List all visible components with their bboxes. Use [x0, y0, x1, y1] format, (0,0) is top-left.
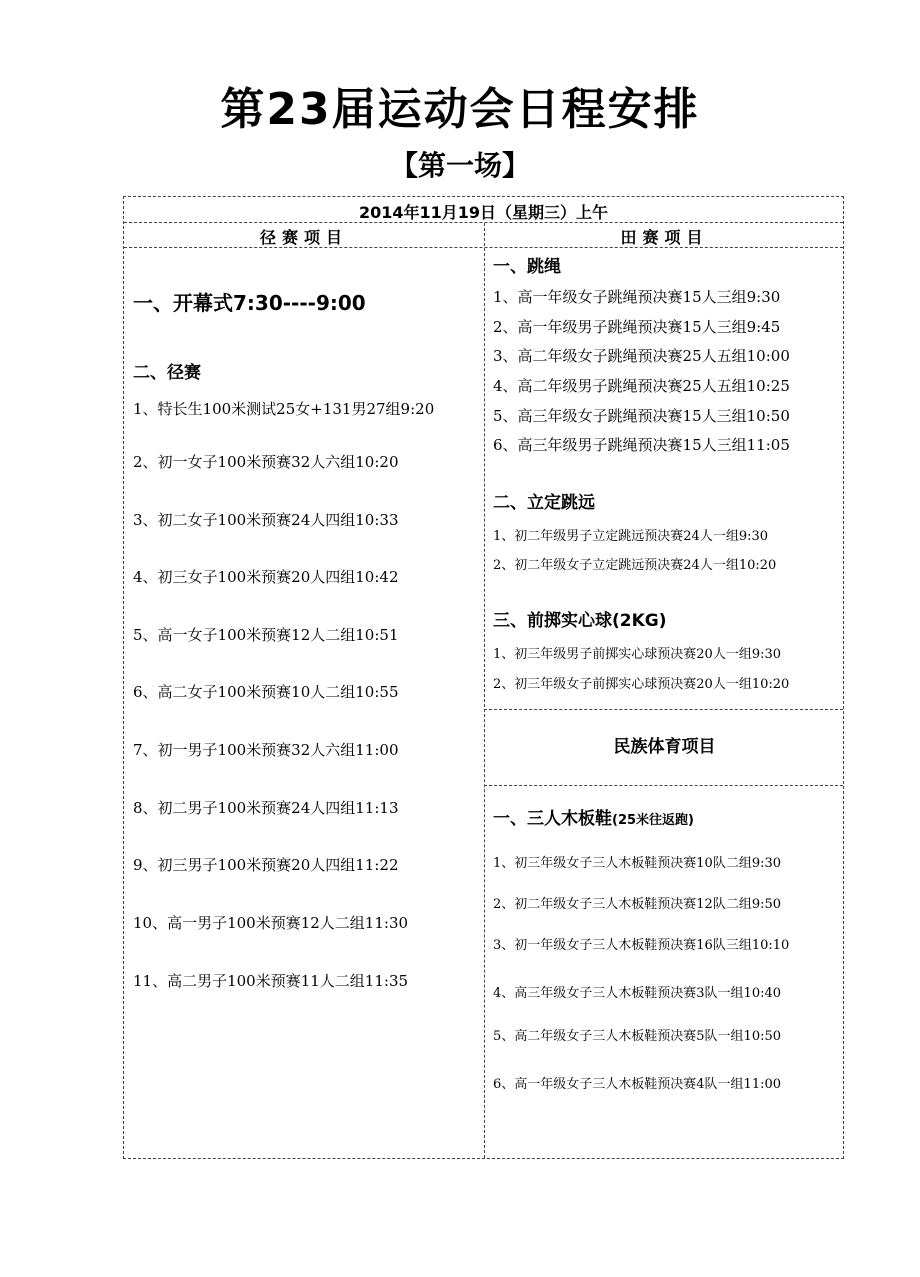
field-item: 1、初二年级男子立定跳远预决赛24人一组9:30 — [493, 529, 769, 544]
ethnic-item: 4、高三年级女子三人木板鞋预决赛3队一组10:40 — [493, 986, 782, 1001]
track-item: 1、特长生100米测试25女+131男27组9:20 — [133, 400, 435, 418]
track-item: 10、高一男子100米预赛12人二组11:30 — [133, 914, 409, 932]
track-item: 9、初三男子100米预赛20人四组11:22 — [133, 856, 399, 874]
ethnic-section-name: 一、三人木板鞋 — [493, 809, 612, 829]
ethnic-item: 6、高一年级女子三人木板鞋预决赛4队一组11:00 — [493, 1077, 782, 1092]
track-item: 5、高一女子100米预赛12人二组10:51 — [133, 626, 399, 644]
ethnic-item: 5、高二年级女子三人木板鞋预决赛5队一组10:50 — [493, 1029, 782, 1044]
ethnic-item: 2、初二年级女子三人木板鞋预决赛12队二组9:50 — [493, 897, 782, 912]
field-item: 1、初三年级男子前掷实心球预决赛20人一组9:30 — [493, 647, 782, 662]
opening-ceremony: 一、开幕式7:30----9:00 — [133, 291, 366, 315]
ethnic-header: 民族体育项目 — [613, 737, 716, 757]
track-item: 2、初一女子100米预赛32人六组10:20 — [133, 453, 399, 471]
field-section-title: 二、立定跳远 — [493, 493, 595, 513]
field-item: 6、高三年级男子跳绳预决赛15人三组11:05 — [493, 436, 790, 454]
field-item: 2、初二年级女子立定跳远预决赛24人一组10:20 — [493, 558, 777, 573]
column-divider — [484, 223, 485, 1158]
track-item: 3、初二女子100米预赛24人四组10:33 — [133, 511, 399, 529]
track-column-header: 径赛项目 — [259, 228, 348, 247]
field-item: 4、高二年级男子跳绳预决赛25人五组10:25 — [493, 377, 790, 395]
field-item: 5、高三年级女子跳绳预决赛15人三组10:50 — [493, 407, 790, 425]
field-section-title: 一、跳绳 — [493, 257, 561, 277]
track-section-title: 二、径赛 — [133, 363, 201, 383]
track-item: 6、高二女子100米预赛10人二组10:55 — [133, 683, 399, 701]
track-item: 4、初三女子100米预赛20人四组10:42 — [133, 568, 399, 586]
track-item: 7、初一男子100米预赛32人六组11:00 — [133, 741, 399, 759]
ethnic-section-note: (25米往返跑) — [612, 813, 694, 828]
track-item: 8、初二男子100米预赛24人四组11:13 — [133, 799, 399, 817]
field-item: 2、高一年级男子跳绳预决赛15人三组9:45 — [493, 318, 781, 336]
field-column-header: 田赛项目 — [620, 228, 709, 247]
page-title: 第23届运动会日程安排 — [220, 84, 700, 135]
ethnic-section-title — [493, 811, 694, 828]
page-subtitle: 【第一场】 — [389, 149, 530, 182]
track-item: 11、高二男子100米预赛11人二组11:35 — [133, 972, 409, 990]
field-section-title: 三、前掷实心球(2KG) — [493, 611, 667, 631]
divider-field-ethnic-top — [484, 709, 843, 710]
field-item: 2、初三年级女子前掷实心球预决赛20人一组10:20 — [493, 677, 790, 692]
field-item: 1、高一年级女子跳绳预决赛15人三组9:30 — [493, 288, 781, 306]
date-line: 2014年11月19日（星期三）上午 — [358, 203, 609, 222]
field-item: 3、高二年级女子跳绳预决赛25人五组10:00 — [493, 347, 790, 365]
ethnic-item: 1、初三年级女子三人木板鞋预决赛10队二组9:30 — [493, 856, 782, 871]
schedule-table — [123, 196, 844, 1159]
divider-ethnic-header — [484, 785, 843, 786]
ethnic-item: 3、初一年级女子三人木板鞋预决赛16队三组10:10 — [493, 938, 790, 953]
